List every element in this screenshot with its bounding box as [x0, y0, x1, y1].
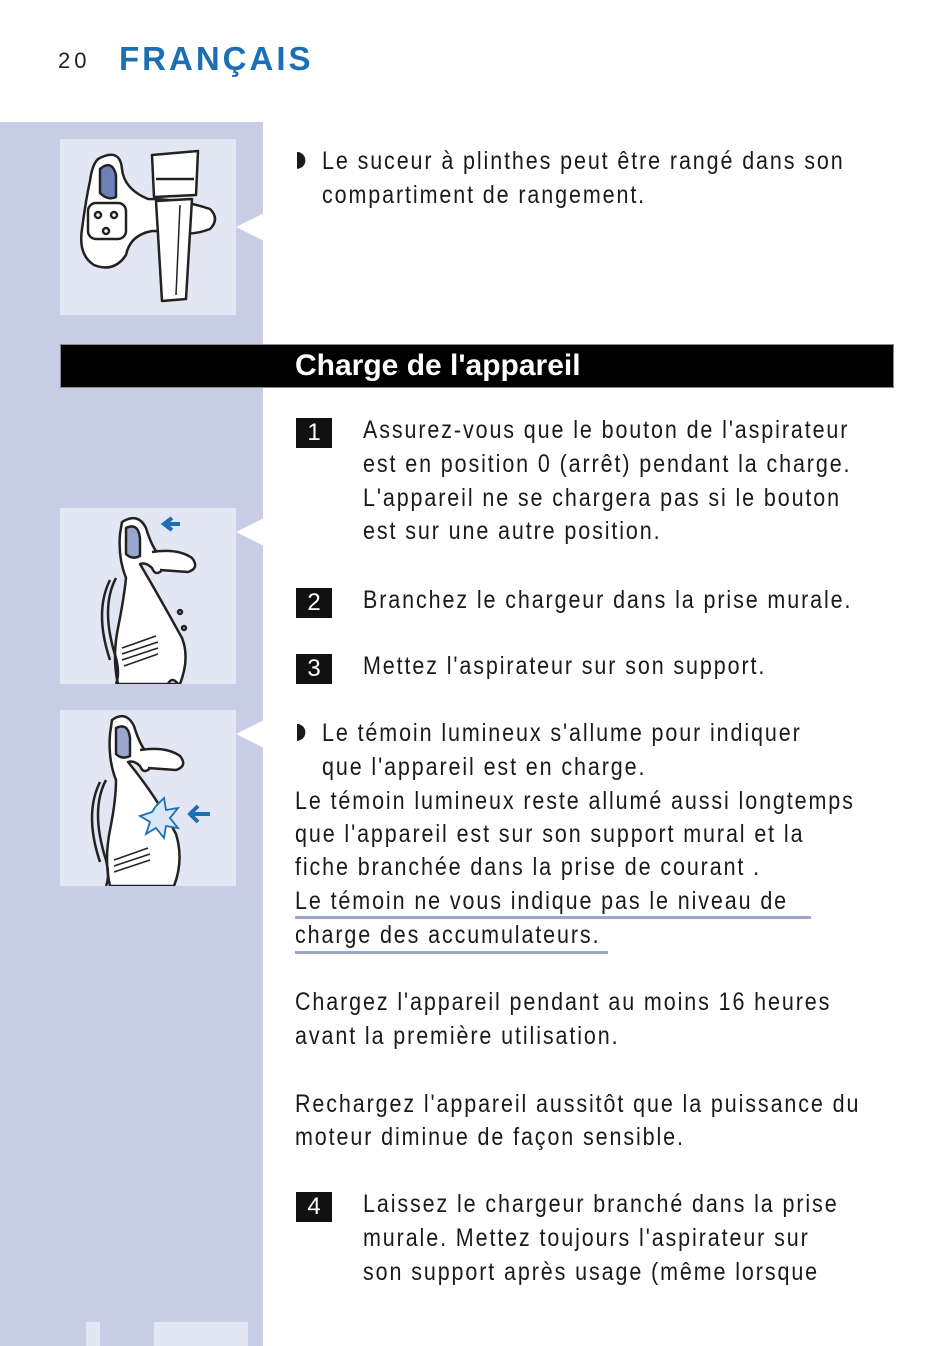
paragraph-line: Chargez l'appareil pendant au moins 16 heures — [295, 988, 832, 1016]
paragraph-line: moteur diminue de façon sensible. — [295, 1123, 685, 1151]
intro-line: Le suceur à plinthes peut être rangé dans son — [322, 147, 845, 175]
nozzle-storage-illustration — [60, 139, 236, 315]
indicator-line: Le témoin lumineux s'allume pour indiquer — [322, 719, 802, 747]
press-button-illustration — [60, 508, 236, 684]
page-number: 20 — [58, 48, 91, 73]
step-line: son support après usage (même lorsque — [363, 1258, 820, 1286]
bullet-icon: ◗ — [295, 719, 307, 744]
underlined-note-line: charge des accumulateurs. — [295, 921, 601, 949]
step-line: est en position 0 (arrêt) pendant la charge. — [363, 450, 852, 478]
section-heading: Charge de l'appareil — [295, 349, 581, 382]
charging-light-icon — [60, 710, 236, 886]
paragraph-line: Rechargez l'appareil aussitôt que la puissance du — [295, 1090, 861, 1118]
callout-pointer — [236, 720, 264, 748]
callout-pointer — [236, 213, 264, 241]
blue-arrow-icon — [164, 518, 180, 530]
bullet-icon: ◗ — [295, 147, 307, 172]
language-title: FRANÇAIS — [119, 40, 314, 77]
callout-pointer — [236, 518, 264, 546]
step-number: 4 — [296, 1192, 332, 1222]
cropped-illustration — [154, 1322, 248, 1346]
step-line: Branchez le chargeur dans la prise murale. — [363, 586, 853, 614]
indicator-body-line: que l'appareil est sur son support mural et la — [295, 820, 805, 848]
blue-arrow-icon — [190, 806, 210, 822]
underlined-note-line: Le témoin ne vous indique pas le niveau de — [295, 887, 789, 915]
step-line: murale. Mettez toujours l'aspirateur sur — [363, 1224, 810, 1252]
indicator-body-line: Le témoin lumineux reste allumé aussi longtemps — [295, 787, 855, 815]
step-line: Assurez-vous que le bouton de l'aspirateur — [363, 416, 850, 444]
step-number: 3 — [296, 654, 332, 684]
step-number: 1 — [296, 418, 332, 448]
step-number: 2 — [296, 588, 332, 618]
step-line: Mettez l'aspirateur sur son support. — [363, 652, 767, 680]
nozzle-storage-icon — [60, 139, 236, 315]
indicator-line: que l'appareil est en charge. — [322, 753, 647, 781]
paragraph-line: avant la première utilisation. — [295, 1022, 620, 1050]
intro-line: compartiment de rangement. — [322, 181, 647, 209]
step-line: est sur une autre position. — [363, 517, 662, 545]
step-line: L'appareil ne se chargera pas si le bouton — [363, 484, 842, 512]
step-line: Laissez le chargeur branché dans la prise — [363, 1190, 839, 1218]
cropped-illustration — [86, 1322, 100, 1346]
vacuum-handle-icon — [60, 508, 236, 684]
note-underline — [295, 951, 608, 954]
charging-light-illustration — [60, 710, 236, 886]
indicator-body-line: fiche branchée dans la prise de courant . — [295, 853, 762, 881]
